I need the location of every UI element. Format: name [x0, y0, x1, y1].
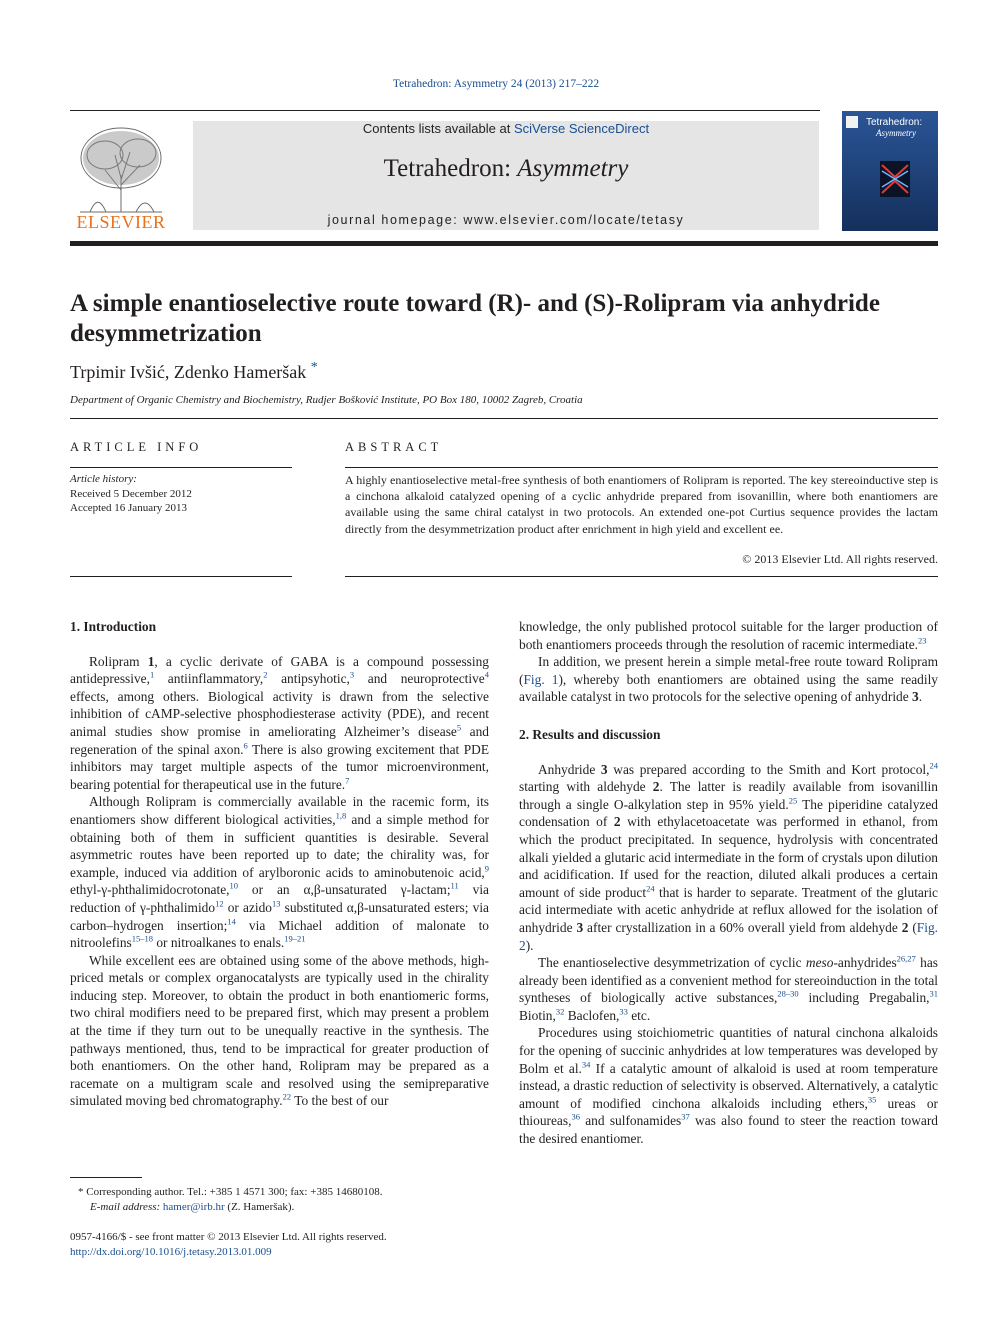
- footnote-rule: [70, 1177, 142, 1178]
- section-heading-introduction: 1. Introduction: [70, 619, 157, 634]
- paragraph: Rolipram 1, a cyclic derivate of GABA is a compound possessing antidepressive,$^1$ antiinflammatory,$^2$ antipsyhotic,$^3$ and neuroprotective$^4$ effects, among others. Biological activity is drawn from the selective inhibition of cAMP-selective phosphodiesterase activity (PDE), and recent animal studies show promise in ameliorating Alzheimer’s disease$^5$ and regeneration of the spinal axon.$^6$ There is also growing excitement that PDE inhibitors may target multiple aspects of the tumor microenvironment, bearing potential for therapeutical use in the future.$^7$: [70, 653, 489, 792]
- corresponding-author-mark[interactable]: *: [310, 360, 318, 375]
- article-title: A simple enantioselective route toward (R)- and (S)-Rolipram via anhydride desymmetrization: [70, 290, 880, 347]
- header-thick-rule: [70, 241, 938, 246]
- paragraph: The enantioselective desymmetrization of cyclic meso-anhydrides$^{26,27}$ has already been identified as a convenient method for stereoinduction in the total syntheses of biologically active substances,$^{28-30}$ including Pregabalin,$^{31}$ Biotin,$^{32}$ Baclofen,$^{33}$ etc.: [519, 953, 939, 1023]
- contents-line: Contents lists available at SciVerse ScienceDirect: [362, 121, 650, 136]
- paragraph: Anhydride 3 was prepared according to the Smith and Kort protocol,$^{24}$ starting with aldehyde 2. The latter is readily available from isovanillin through a single O-alkylation step in 95% yield.$^{25}$ The piperidine catalyzed condensation of 2 with ethylacetoacetate was performed in ethanol, from which the product precipitated. In sequence, hydrolysis with concentrated alkali yielded a glutaric acid intermediate in the form of crystals upon dilution and acidification. If used for the reaction, diluted alkali produces a certain amount of side product$^{24}$ that is harder to separate. Treatment of the glutaric acid intermediate with acetic anhydride at reflux allowed for the isolation of anhydride 3 after crystallization in a 60% overall yield from aldehyde 2 (Fig. 2).: [519, 760, 939, 953]
- journal-citation[interactable]: Tetrahedron: Asymmetry 24 (2013) 217–222: [392, 78, 600, 90]
- header-rule: [70, 110, 820, 111]
- abstract-heading: ABSTRACT: [345, 440, 443, 454]
- figure-link[interactable]: Fig. 1: [523, 671, 559, 687]
- journal-cover: [842, 111, 938, 231]
- paragraph: knowledge, the only published protocol suitable for the larger production of both enantiomers proceeds through the resolution of racemic intermediate.$^{23}$: [519, 619, 938, 652]
- abstract-text: A highly enantioselective metal-free synthesis of both enantiomers of Rolipram is reported. The key stereoinductive step is a cinchona alkaloid catalyzed opening of a cyclic anhydride prepared from isovanillin, where both enantiomers are available using the same chiral catalyst in two protocols. An extended one-pot Curtius sequence provides the lactam directly from the desymmetrization product after enrichment in high yield and excellent ee.: [345, 473, 938, 536]
- footnote: * Corresponding author. Tel.: +385 1 4571 300; fax: +385 14680108. E-mail address: hamer@irb.hr (Z. Hameršak).: [78, 1186, 383, 1213]
- article-info-heading: ARTICLE INFO: [70, 440, 203, 454]
- article-history: Article history: Received 5 December 2012 Accepted 16 January 2013: [70, 473, 192, 514]
- divider: [345, 576, 938, 577]
- sciencedirect-link[interactable]: SciVerse ScienceDirect: [513, 121, 650, 136]
- divider: [70, 576, 292, 577]
- cover-subtitle: Asymmetry: [876, 128, 916, 138]
- body-column-left: [70, 618, 489, 1110]
- publication-meta: 0957-4166/$ - see front matter © 2013 Elsevier Ltd. All rights reserved. http://dx.doi.org/10.1016/j.tetasy.2013.01.009: [70, 1231, 387, 1258]
- paragraph: Although Rolipram is commercially available in the racemic form, its enantiomers show different biological activities,$^{1,8}$ and a simple method for obtaining both of them in sufficient quantities is desirable. Several asymmetric routes have been reported up to date; the chirality was, for example, induced via addition of arylboronic acids to aminobutenoic acid,$^9$ ethyl-γ-phthalimidocrotonate,$^{10}$ or an α,β-unsaturated γ-lactam;$^{11}$ via reduction of γ-phthalimido$^{12}$ or azido$^{13}$ substituted α,β-unsaturated esters; via carbon–hydrogen insertion;$^{14}$ via Michael addition of malonate to nitroolefins$^{15-18}$ or nitroalkanes to enals.$^{19-21}$: [70, 794, 489, 951]
- elsevier-wordmark: ELSEVIER: [76, 212, 166, 232]
- divider: [70, 418, 938, 419]
- body-column-right: [519, 618, 938, 1148]
- authors: Trpimir Ivšić, Zdenko Hameršak *: [70, 360, 318, 382]
- paragraph: Procedures using stoichiometric quantities of natural cinchona alkaloids for the opening of succinic anhydrides at low temperatures was developed by Bolm et al.$^{34}$ If a catalytic amount of alkaloid is used at room temperature instead, a drastic reduction of selectivity is observed. Alternatively, a catalytic amount of modified cinchona alkaloids including ethers,$^{35}$ ureas or thioureas,$^{36}$ and sulfonamides$^{37}$ was also found to steer the reaction toward the desired enantiomer.: [519, 1025, 938, 1147]
- divider: [345, 467, 938, 468]
- paragraph: In addition, we present herein a simple metal-free route toward Rolipram (Fig. 1), whereby both enantiomers are obtained using the same readily available catalyst in two protocols for the selective opening of anhydride 3.: [519, 654, 938, 705]
- affiliation: Department of Organic Chemistry and Biochemistry, Rudjer Bošković Institute, PO Box 180, 10002 Zagreb, Croatia: [70, 394, 583, 406]
- divider: [70, 467, 292, 468]
- email-link[interactable]: hamer@irb.hr: [162, 1201, 225, 1213]
- journal-title: Tetrahedron: Asymmetry: [383, 155, 629, 182]
- journal-homepage[interactable]: journal homepage: www.elsevier.com/locate/tetasy: [327, 213, 685, 227]
- cover-title: Tetrahedron:: [866, 117, 923, 128]
- doi-link[interactable]: http://dx.doi.org/10.1016/j.tetasy.2013.01.009: [70, 1246, 272, 1258]
- section-heading-results: 2. Results and discussion: [519, 726, 661, 742]
- cover-graphic: [880, 161, 910, 197]
- figure-link[interactable]: Fig. 2: [519, 919, 939, 953]
- copyright: © 2013 Elsevier Ltd. All rights reserved.: [742, 552, 938, 566]
- paragraph: While excellent ees are obtained using some of the above methods, high-priced metals or complex organocatalysts are typically used in the chirality inducing step. Moreover, to obtain the product in both enantiomeric forms, two chiral modifiers need to be prepared first, which may present a problem at the time if they turn out to be unequally reactive in the synthesis. The pathways mentioned, thus, tend to be impractical for greater production of both enantiomers. On the other hand, Rolipram may be prepared as a racemate on a multigram scale and resolved using the semipreparative simulated moving bed chromatography.$^{22}$ To the best of our: [70, 952, 489, 1109]
